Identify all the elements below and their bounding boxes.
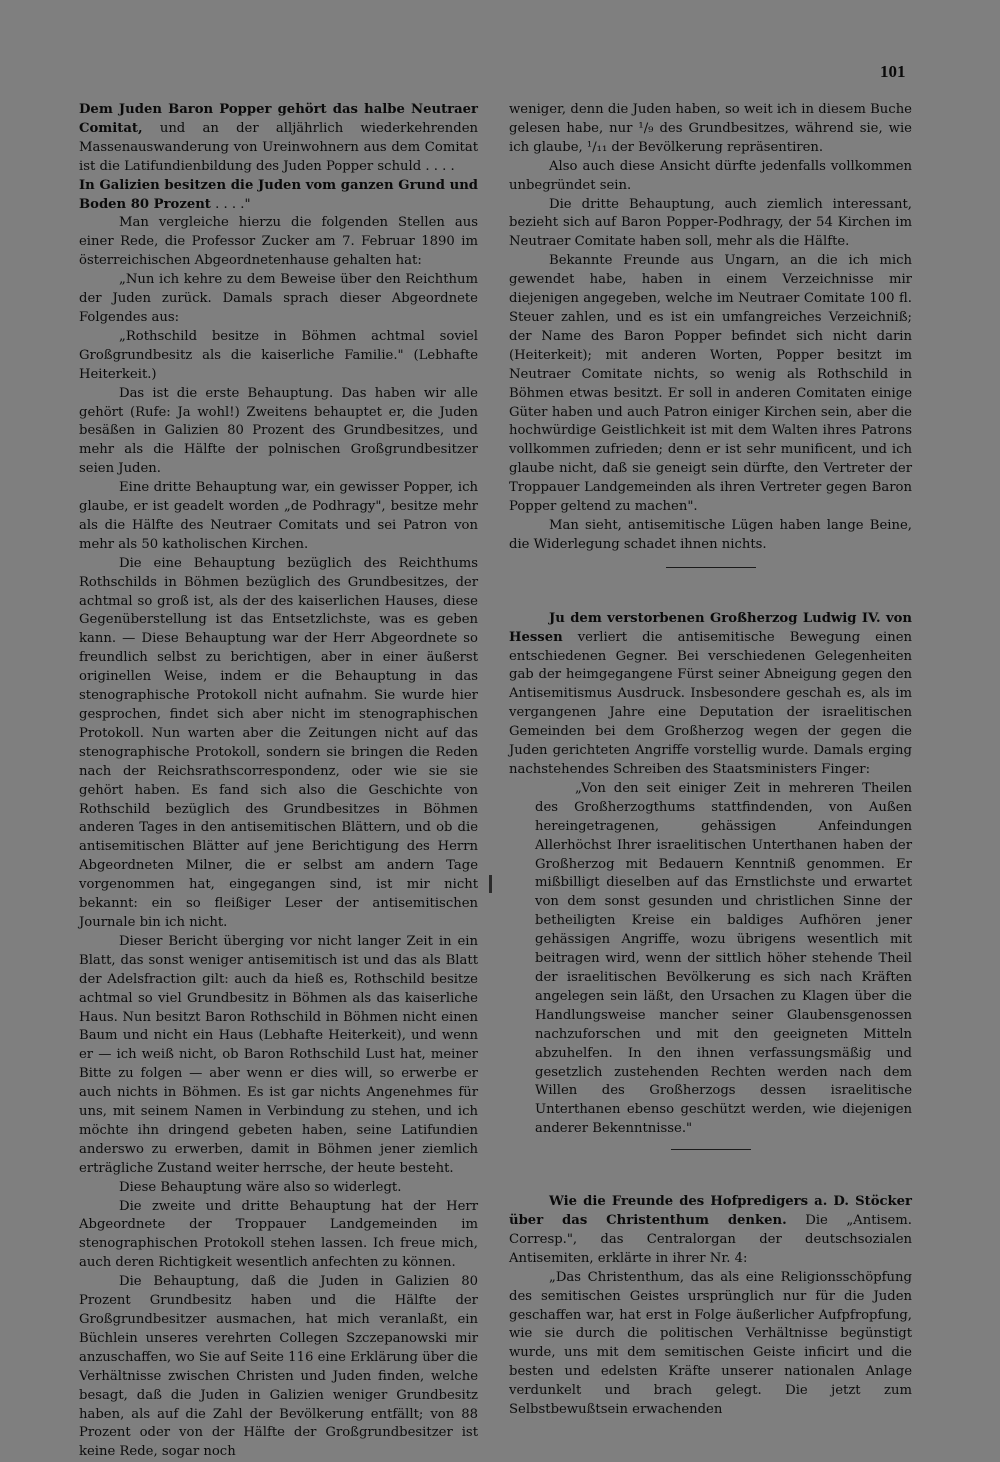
paragraph-text: und an der alljährlich wiederkehrenden Massenauswanderung von Ureinwohnern aus dem Comitat ist die Latifundienbildung des Juden Popper schuld . . . . (79, 120, 478, 174)
paragraph: weniger, denn die Juden haben, so weit ich in diesem Buche gelesen habe, nur ¹/₉ des Grundbesitzes, während sie, wie ich glaube, ¹/₁₁ der Bevölkerung repräsentiren. (509, 102, 912, 155)
left-column (79, 101, 478, 1462)
paragraph: Eine dritte Behauptung war, ein gewisser Popper, ich glaube, er ist geadelt worden „de Podhragy", besitze mehr als die Hälfte des Neutraer Comitats und sei Patron von mehr als 50 katholischen Kirchen. (79, 480, 478, 552)
paragraph (509, 610, 912, 780)
paragraph: Dieser Bericht überging vor nicht langer Zeit in ein Blatt, das sonst weniger antisemitisch ist und das als Blatt der Adelsfraction gilt: auch da hieß es, Rothschild besitze achtmal so viel Grundbesitz in Böhmen als das kaiserliche Haus. Nun besitzt Baron Rothschild in Böhmen nicht einen Baum und nicht ein Haus (Lebhafte Heiterkeit), und wenn er — ich weiß nicht, ob Baron Rothschild Lust hat, meiner Bitte zu folgen — aber wenn er dies will, so erwerbe er auch nichts in Böhmen. Es ist gar nichts Angenehmes für uns, mit seinem Namen in Verbindung zu stehen, und ich möchte ihn dringend gebeten haben, seine Latifundien anderswo zu erwerben, damit in Böhmen jener ziemlich erträgliche Zustand weiter herrsche, der heute besteht. (79, 933, 478, 1176)
spacer (509, 580, 912, 610)
paragraph (79, 177, 478, 215)
paragraph: „Nun ich kehre zu dem Beweise über den Reichthum der Juden zurück. Damals sprach dieser Abgeordnete Folgendes aus: (79, 272, 478, 325)
bold-lead: In Galizien besitzen die Juden vom ganzen Grund und Boden 80 Prozent (79, 177, 478, 212)
paragraph: Die eine Behauptung bezüglich des Reichthums Rothschilds in Böhmen bezüglich des Grundbesitzes, der achtmal so groß ist, als der des kaiserlichen Hauses, diese Gegenüberstellung ist das Entsetzlichste, was es geben kann. — Diese Behauptung war der Herr Abgeordnete so freundlich selbst zu berichtigen, aber in einer äußerst originellen Weise, indem er die Behauptung in das stenographische Protokoll nicht aufnahm. Sie wurde hier gesprochen, findet sich aber nicht im stenographischen Protokoll. Nun warten aber die Zeitungen nicht auf das stenographische Protokoll, sondern sie bringen die Reden nach der Reichsrathscorrespondenz, oder wie sie sie gehört haben. Es fand sich also die Geschichte von Rothschild bezüglich des Grundbesitzes in Böhmen anderen Tages in den antisemitischen Blättern, und ob die antisemitischen Blätter auf jene Berichtigung des Herrn Abgeordneten Milner, die er selbst am andern Tage vorgenommen hat, eingegangen sind, ist mir nicht bekannt: ein so fleißiger Leser der antisemitischen Journale bin ich nicht. (79, 555, 478, 930)
margin-mark (489, 875, 492, 893)
section-divider (671, 1149, 751, 1150)
paragraph: Die Behauptung, daß die Juden in Galizien 80 Prozent Grundbesitz haben und die Hälfte der Großgrundbesitzer ausmachen, hat mich veranlaßt, ein Büchlein unseres verehrten Collegen Szczepanowski mir anzuschaffen, wo Sie auf Seite 116 eine Erklärung über die Verhältnisse zwischen Christen und Juden finden, welche besagt, daß die Juden in Galizien weniger Grundbesitz haben, als auf die Zahl der Bevölkerung entfällt; von 88 Prozent oder von der Hälfte der Großgrundbesitzer ist keine Rede, sogar noch (79, 1274, 478, 1460)
paragraph: Diese Behauptung wäre also so widerlegt. (119, 1179, 402, 1195)
paragraph: „Das Christenthum, das als eine Religionsschöpfung des semitischen Geistes ursprünglich nur für die Juden geschaffen war, hat erst in Folge äußerlicher Aufpfropfung, wie sie durch die politischen Verhältnisse begünstigt wurde, uns mit dem semitischen Geiste inficirt und die besten und edelsten Kräfte unserer nationalen Anlage verdunkelt und brach gelegt. Die jetzt zum Selbstbewußtsein erwachenden (509, 1269, 912, 1418)
bold-lead: Ju dem verstorbenen Großherzog Ludwig IV. von Hessen (509, 610, 912, 645)
bold-lead: Dem Juden Baron Popper gehört das halbe Neutraer Comitat, (79, 102, 478, 136)
paragraph: Man sieht, antisemitische Lügen haben lange Beine, die Widerlegung schadet ihnen nichts. (509, 517, 912, 552)
right-column (509, 101, 912, 1420)
bold-lead: Wie die Freunde des Hofpredigers a. D. Stöcker über das Christenthum denken. (509, 1194, 912, 1229)
quote-paragraph: „Von den seit einiger Zeit in mehreren Theilen des Großherzogthums stattfindenden, von Außen hereingetragenen, gehässigen Anfeindungen Allerhöchst Ihrer israelitischen Unterthanen haben der Großherzog mit Bedauern Kenntniß genommen. Er mißbilligt dieselben auf das Ernstlichste und erwartet von dem sonst gesunden und christlichen Sinne der betheiligten Kreise ein baldiges Aufhören jener gehässigen Angriffe, wozu übrigens wesentlich mit beitragen wird, wenn der sittlich höher stehende Theil der israelitischen Bevölkerung es sich nach Kräften angelegen sein läßt, den Ursachen zu Klagen über die Handlungsweise mancher seiner Glaubensgenossen nachzuforschen und mit den geeigneten Mitteln abzuhelfen. In den ihnen verfassungsmäßig und gesetzlich zustehenden Rechten werden nach dem Willen des Großherzogs dessen israelitische Unterthanen ebenso geschützt werden, wie diejenigen anderer Bekenntnisse." (535, 780, 912, 1137)
page-number: 101 (880, 62, 906, 81)
paragraph-text: verliert die antisemitische Bewegung einen entschiedenen Gegner. Bei verschiedenen Gelegenheiten gab der heimgegangene Fürst seiner Abneigung gegen den Antisemitismus Ausdruck. Insbesondere geschah es, als im vergangenen Jahre eine Deputation der israelitischen Gemeinden bei dem Großherzog wegen der gegen die Juden gerichteten Angriffe vorstellig wurde. Damals erging nachstehendes Schreiben des Staatsministers Finger: (509, 629, 912, 777)
paragraph: Das ist die erste Behauptung. Das haben wir alle gehört (Rufe: Ja wohl!) Zweitens behauptet er, die Juden besäßen in Galizien 80 Prozent des Grundbesitzes, und mehr als die Hälfte der polnischen Großgrundbesitzer seien Juden. (79, 385, 478, 477)
paragraph-text: . . . ." (210, 196, 251, 212)
paragraph: Die zweite und dritte Behauptung hat der Herr Abgeordnete der Troppauer Landgemeinden im stenographischen Protokoll stehen lassen. Ich freue mich, auch deren Richtigkeit wesentlich anfechten zu können. (79, 1198, 478, 1271)
spacer (509, 1160, 912, 1193)
paragraph: Also auch diese Ansicht dürfte jedenfalls vollkommen unbegründet sein. (509, 158, 912, 193)
paragraph: „Rothschild besitze in Böhmen achtmal soviel Großgrundbesitz als die kaiserliche Familie." (Lebhafte Heiterkeit.) (79, 328, 478, 382)
paragraph: Bekannte Freunde aus Ungarn, an die ich mich gewendet habe, haben in einem Verzeichnisse mir diejenigen angegeben, welche im Neutraer Comitate 100 fl. Steuer zahlen, und es ist ein umfangreiches Verzeichniß; der Name des Baron Popper befindet sich nicht darin (Heiterkeit); mit anderen Worten, Popper besitzt im Neutraer Comitate nichts, so wenig als Rothschild in Böhmen etwas besitzt. Er soll in anderen Comitaten einige Güter haben und auch Patron einiger Kirchen sein, aber die hochwürdige Geistlichkeit ist mit dem Walten ihres Patrons vollkommen zufrieden; denn er ist sehr munificent, und ich glaube nicht, daß sie geneigt sein dürfte, den Vertreter der Troppauer Landgemeinden als ihren Vertreter gegen Baron Popper geltend zu machen". (509, 253, 912, 515)
section-divider (666, 567, 756, 568)
paragraph-text: Die „Antisem. Corresp.", das Centralorgan der deutschsozialen Antisemiten, erklärte in ihrer Nr. 4: (509, 1213, 912, 1266)
paragraph: Die dritte Behauptung, auch ziemlich interessant, bezieht sich auf Baron Popper-Podhragy, der 54 Kirchen im Neutraer Comitate haben soll, mehr als die Hälfte. (509, 196, 912, 250)
paragraph (509, 1193, 912, 1269)
paragraph: Man vergleiche hierzu die folgenden Stellen aus einer Rede, die Professor Zucker am 7. Februar 1890 im österreichischen Abgeordnetenhause gehalten hat: (79, 215, 478, 269)
paragraph (79, 101, 478, 177)
